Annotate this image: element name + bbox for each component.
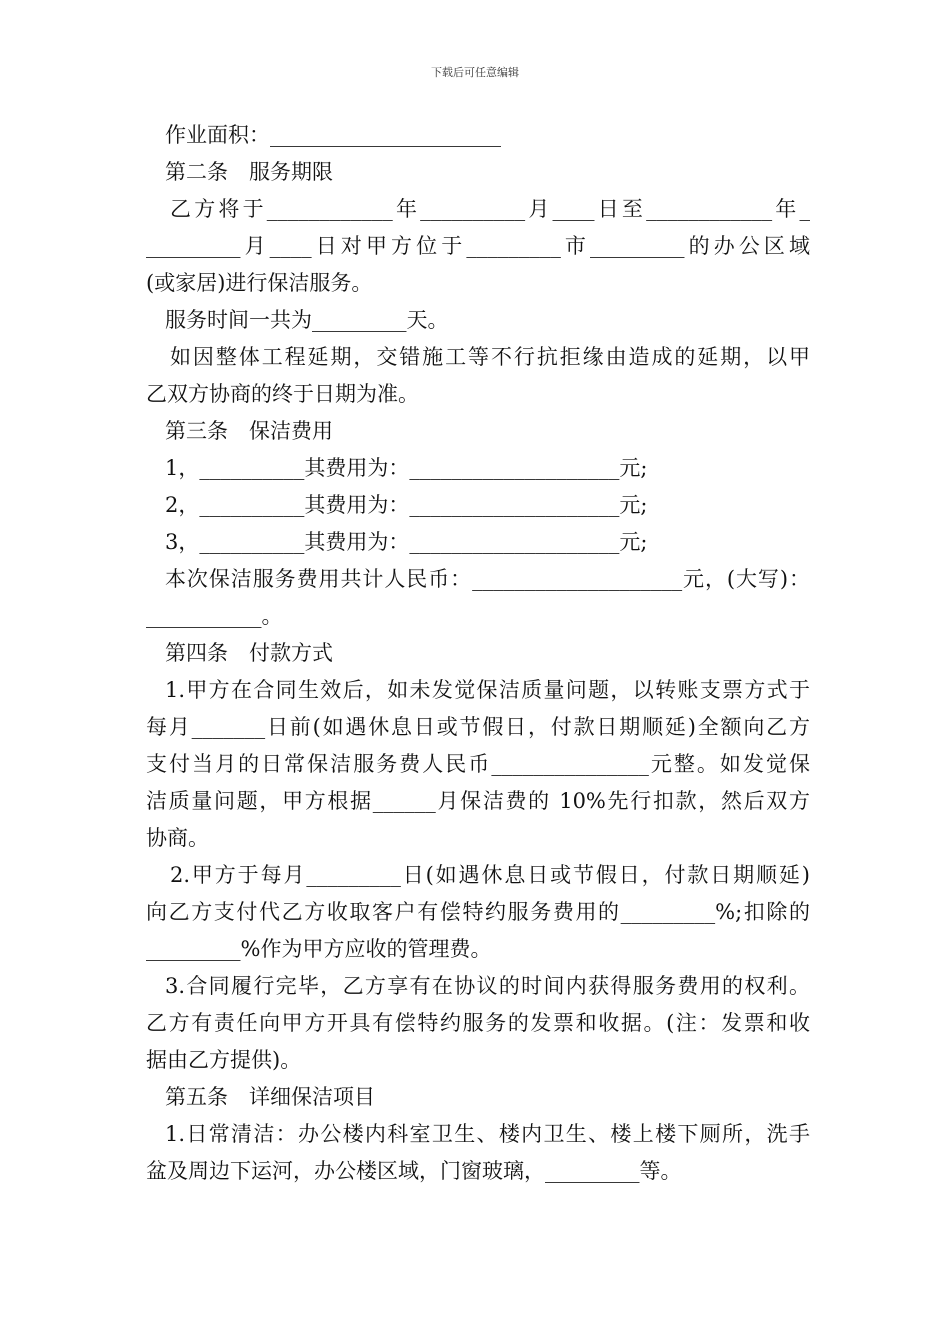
- doc-line: 每月_______日前(如遇休息日或节假日，付款日期顺延)全额向乙方: [146, 715, 810, 739]
- section-heading: 第二条 服务期限: [165, 160, 333, 184]
- document-body: [146, 117, 810, 1190]
- doc-line: 向乙方支付代乙方收取客户有偿特约服务费用的_________%;扣除的: [146, 900, 810, 924]
- doc-line: 1.甲方在合同生效后，如未发觉保洁质量问题，以转账支票方式于: [165, 678, 810, 702]
- doc-line: 乙双方协商的终于日期为准。: [146, 382, 419, 406]
- doc-line: 洁质量问题，甲方根据______月保洁费的 10%先行扣款，然后双方: [146, 789, 810, 813]
- doc-line: 盆及周边下运河，办公楼区域，门窗玻璃，_________等。: [146, 1159, 682, 1183]
- doc-line: 1.日常清洁：办公楼内科室卫生、楼内卫生、楼上楼下厕所，洗手: [165, 1122, 810, 1146]
- doc-line: _________月____日对甲方位于_________市_________的办公区域: [146, 234, 810, 258]
- doc-line: 本次保洁服务费用共计人民币：____________________元，(大写)：: [165, 567, 810, 591]
- doc-line: 据由乙方提供)。: [146, 1048, 302, 1072]
- page-header: 下载后可任意编辑: [431, 66, 519, 79]
- doc-line: 2.甲方于每月_________日(如遇休息日或节假日，付款日期顺延): [170, 863, 810, 887]
- fee-item: 3，__________其费用为：____________________元;: [165, 530, 648, 554]
- doc-line: 3.合同履行完毕，乙方享有在协议的时间内获得服务费用的权利。: [165, 974, 810, 998]
- doc-line: 服务时间一共为_________天。: [165, 308, 449, 332]
- fee-item: 2，__________其费用为：____________________元;: [165, 493, 648, 517]
- doc-line: 乙方将于____________年__________月____日至____________年_: [170, 197, 810, 221]
- doc-line: (或家居)进行保洁服务。: [146, 271, 373, 295]
- doc-line: 作业面积：______________________: [165, 123, 501, 147]
- doc-line: _________%作为甲方应收的管理费。: [146, 937, 492, 961]
- fee-item: 1，__________其费用为：____________________元;: [165, 456, 648, 480]
- doc-line: 乙方有责任向甲方开具有偿特约服务的发票和收据。(注：发票和收: [146, 1011, 810, 1035]
- doc-line: ___________。: [146, 604, 283, 628]
- section-heading: 第五条 详细保洁项目: [165, 1085, 375, 1109]
- doc-line: 如因整体工程延期，交错施工等不行抗拒缘由造成的延期，以甲: [170, 345, 810, 369]
- section-heading: 第四条 付款方式: [165, 641, 333, 665]
- doc-line: 协商。: [146, 826, 209, 850]
- section-heading: 第三条 保洁费用: [165, 419, 333, 443]
- doc-line: 支付当月的日常保洁服务费人民币_______________元整。如发觉保: [146, 752, 810, 776]
